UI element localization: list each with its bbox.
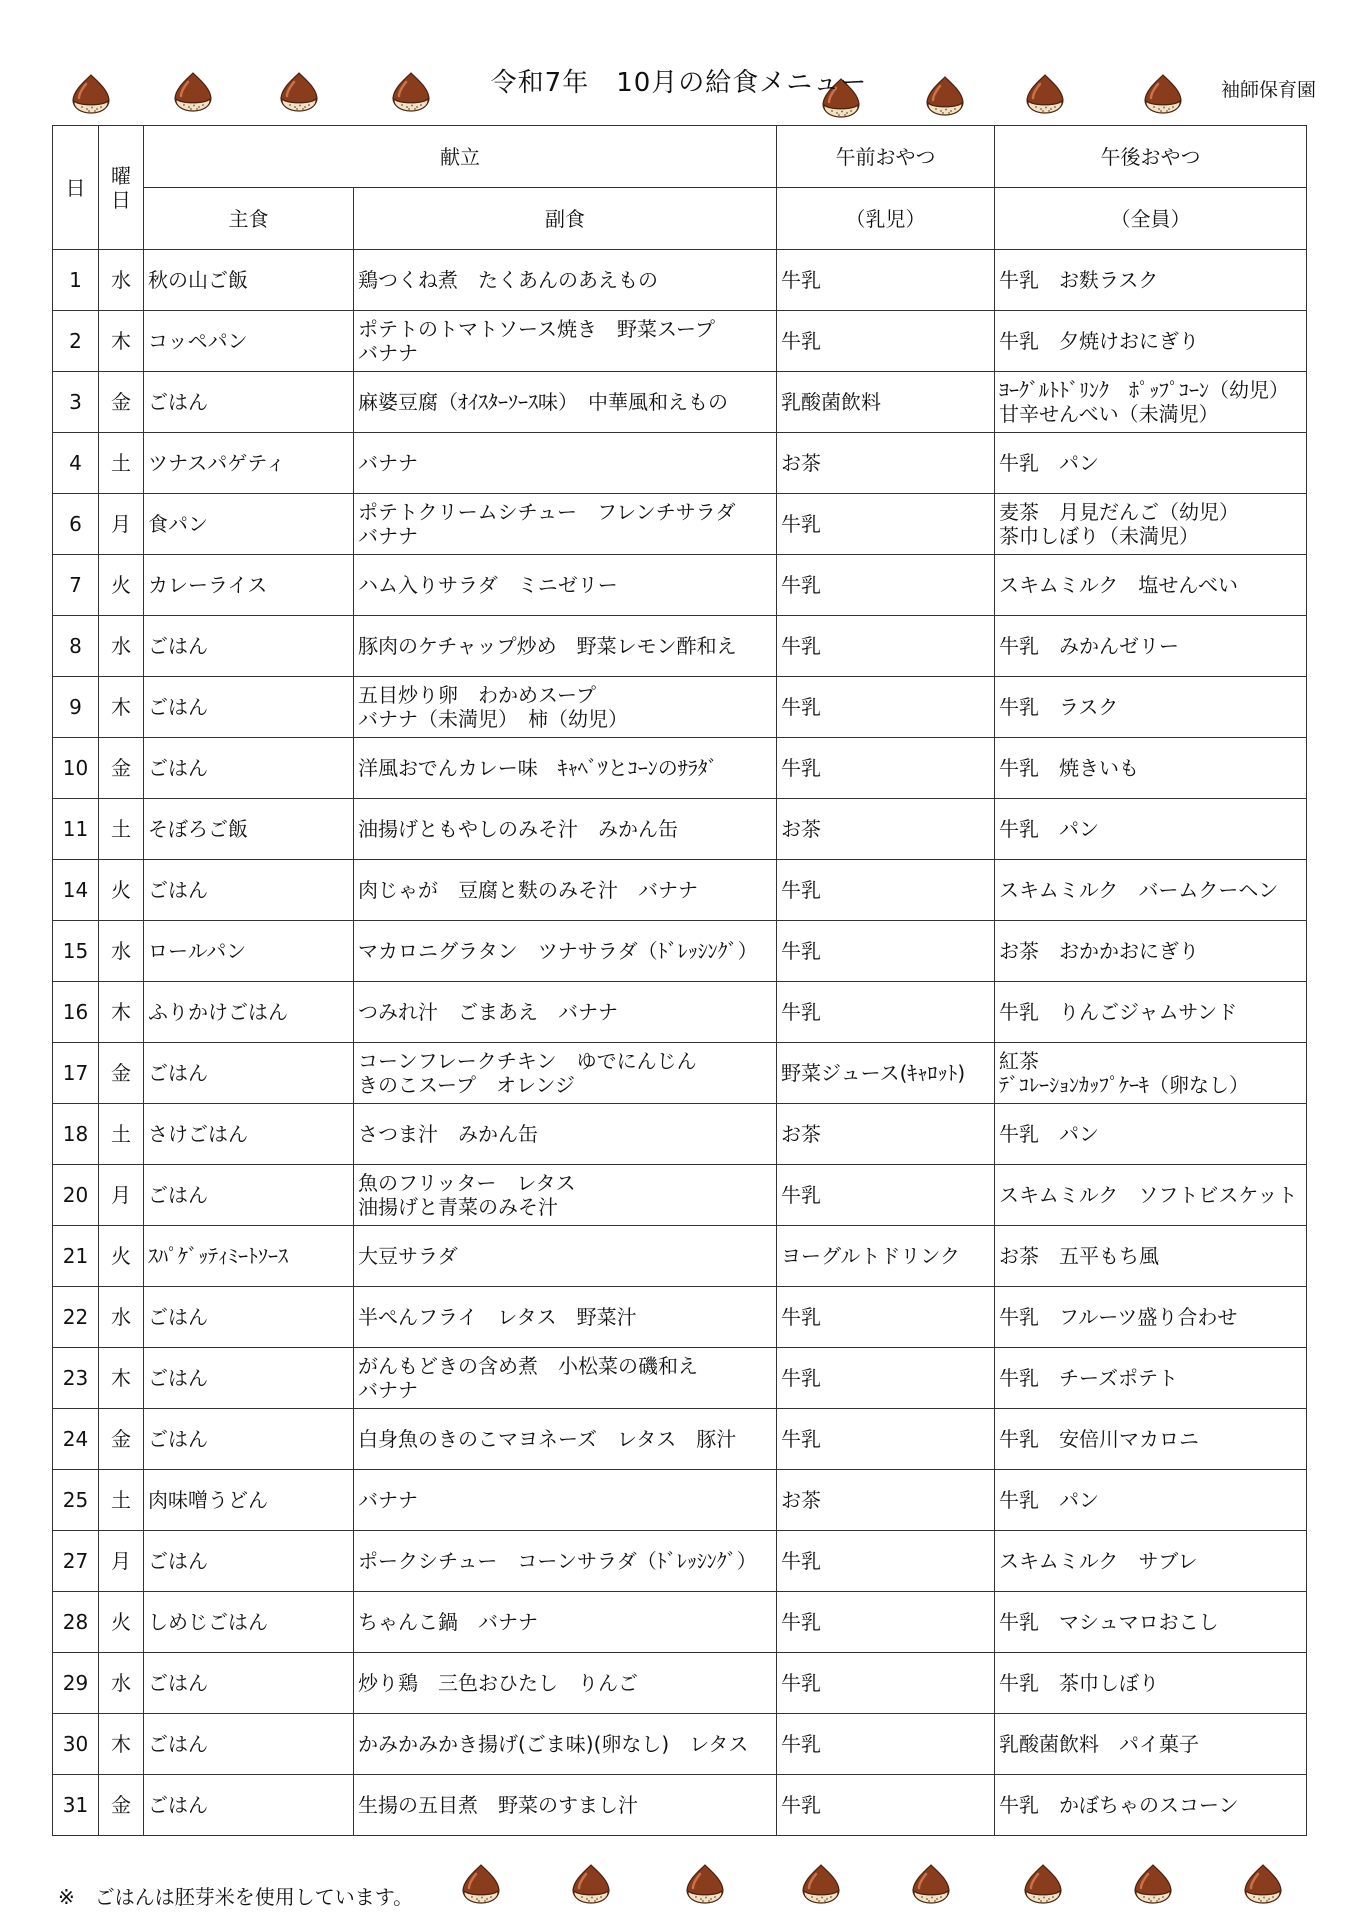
day-cell: 3 [53, 372, 99, 433]
pm-snack-cell: スキムミルク ソフトビスケット [995, 1165, 1307, 1226]
weekday-cell: 水 [99, 250, 144, 311]
staple-cell: ごはん [144, 1165, 354, 1226]
chestnut-icon [908, 1862, 954, 1906]
side-dish-cell: 鶏つくね煮 たくあんのあえもの [354, 250, 777, 311]
staple-cell: ｽﾊﾟｹﾞｯﾃｨﾐｰﾄｿｰｽ [144, 1226, 354, 1287]
weekday-cell: 木 [99, 1714, 144, 1775]
table-row [53, 494, 1307, 555]
pm-snack-cell: 牛乳 茶巾しぼり [995, 1653, 1307, 1714]
day-cell: 20 [53, 1165, 99, 1226]
pm-snack-cell: 牛乳 安倍川マカロニ [995, 1409, 1307, 1470]
day-cell: 14 [53, 860, 99, 921]
header-am-snack: 午前おやつ [777, 126, 995, 188]
am-snack-cell: 牛乳 [777, 1165, 995, 1226]
staple-cell: ごはん [144, 1653, 354, 1714]
pm-snack-cell: ﾖｰｸﾞﾙﾄﾄﾞﾘﾝｸ ﾎﾟｯﾌﾟｺｰﾝ（幼児） 甘辛せんべい（未満児） [995, 372, 1307, 433]
weekday-cell: 木 [99, 982, 144, 1043]
am-snack-cell: 牛乳 [777, 1653, 995, 1714]
table-row [53, 1653, 1307, 1714]
pm-snack-cell: 牛乳 パン [995, 1104, 1307, 1165]
chestnut-icon [458, 1862, 504, 1906]
table-row [53, 616, 1307, 677]
staple-cell: ごはん [144, 372, 354, 433]
side-dish-cell: マカロニグラタン ツナサラダ（ﾄﾞﾚｯｼﾝｸﾞ） [354, 921, 777, 982]
chestnut-icon [568, 1862, 614, 1906]
weekday-cell: 金 [99, 1775, 144, 1836]
table-row [53, 1775, 1307, 1836]
weekday-cell: 火 [99, 1226, 144, 1287]
side-dish-cell: 生揚の五目煮 野菜のすまし汁 [354, 1775, 777, 1836]
staple-cell: ごはん [144, 1287, 354, 1348]
pm-snack-cell: 牛乳 ラスク [995, 677, 1307, 738]
pm-snack-cell: 牛乳 パン [995, 799, 1307, 860]
day-cell: 21 [53, 1226, 99, 1287]
am-snack-cell: 牛乳 [777, 738, 995, 799]
staple-cell: ツナスパゲティ [144, 433, 354, 494]
day-cell: 29 [53, 1653, 99, 1714]
pm-snack-cell: 牛乳 お麩ラスク [995, 250, 1307, 311]
staple-cell: ごはん [144, 1531, 354, 1592]
am-snack-cell: 牛乳 [777, 1348, 995, 1409]
header-day: 日 [53, 126, 99, 250]
am-snack-cell: お茶 [777, 1470, 995, 1531]
am-snack-cell: お茶 [777, 433, 995, 494]
staple-cell: しめじごはん [144, 1592, 354, 1653]
day-cell: 30 [53, 1714, 99, 1775]
table-row [53, 1714, 1307, 1775]
table-row [53, 1470, 1307, 1531]
am-snack-cell: 牛乳 [777, 677, 995, 738]
day-cell: 27 [53, 1531, 99, 1592]
staple-cell: ごはん [144, 860, 354, 921]
table-row [53, 372, 1307, 433]
chestnut-icon [1130, 1862, 1176, 1906]
am-snack-cell: ヨーグルトドリンク [777, 1226, 995, 1287]
day-cell: 15 [53, 921, 99, 982]
weekday-cell: 金 [99, 1409, 144, 1470]
side-dish-cell: 肉じゃが 豆腐と麩のみそ汁 バナナ [354, 860, 777, 921]
pm-snack-cell: 牛乳 かぼちゃのスコーン [995, 1775, 1307, 1836]
side-dish-cell: ポークシチュー コーンサラダ（ﾄﾞﾚｯｼﾝｸﾞ） [354, 1531, 777, 1592]
day-cell: 24 [53, 1409, 99, 1470]
header-am-snack-sub: （乳児） [777, 188, 995, 250]
staple-cell: ごはん [144, 738, 354, 799]
pm-snack-cell: スキムミルク 塩せんべい [995, 555, 1307, 616]
page-title: 令和7年 10月の給食メニュー [490, 68, 868, 98]
pm-snack-cell: 紅茶 ﾃﾞｺﾚｰｼｮﾝｶｯﾌﾟｹｰｷ（卵なし） [995, 1043, 1307, 1104]
side-dish-cell: 五目炒り卵 わかめスープ バナナ（未満児） 柿（幼児） [354, 677, 777, 738]
staple-cell: ごはん [144, 1043, 354, 1104]
day-cell: 9 [53, 677, 99, 738]
side-dish-cell: ハム入りサラダ ミニゼリー [354, 555, 777, 616]
header-menu: 献立 [144, 126, 777, 188]
pm-snack-cell: スキムミルク サブレ [995, 1531, 1307, 1592]
weekday-cell: 火 [99, 555, 144, 616]
menu-table [52, 125, 1307, 1836]
table-row [53, 1104, 1307, 1165]
weekday-cell: 水 [99, 1653, 144, 1714]
pm-snack-cell: お茶 五平もち風 [995, 1226, 1307, 1287]
weekday-cell: 水 [99, 616, 144, 677]
weekday-cell: 月 [99, 1165, 144, 1226]
pm-snack-cell: 乳酸菌飲料 パイ菓子 [995, 1714, 1307, 1775]
footnote: ※ ごはんは胚芽米を使用しています。 [58, 1885, 414, 1909]
side-dish-cell: ちゃんこ鍋 バナナ [354, 1592, 777, 1653]
side-dish-cell: 洋風おでんカレー味 ｷｬﾍﾞﾂとｺｰﾝのｻﾗﾀﾞ [354, 738, 777, 799]
am-snack-cell: 牛乳 [777, 982, 995, 1043]
day-cell: 7 [53, 555, 99, 616]
table-row [53, 1165, 1307, 1226]
chestnut-icon [1020, 1862, 1066, 1906]
am-snack-cell: 牛乳 [777, 311, 995, 372]
table-row [53, 921, 1307, 982]
table-row [53, 677, 1307, 738]
pm-snack-cell: お茶 おかかおにぎり [995, 921, 1307, 982]
day-cell: 16 [53, 982, 99, 1043]
side-dish-cell: 半ぺんフライ レタス 野菜汁 [354, 1287, 777, 1348]
header-pm-snack-sub: （全員） [995, 188, 1307, 250]
am-snack-cell: 野菜ジュース(ｷｬﾛｯﾄ) [777, 1043, 995, 1104]
pm-snack-cell: 牛乳 パン [995, 433, 1307, 494]
menu-body [53, 250, 1307, 1836]
pm-snack-cell: 麦茶 月見だんご（幼児） 茶巾しぼり（未満児） [995, 494, 1307, 555]
side-dish-cell: 油揚げともやしのみそ汁 みかん缶 [354, 799, 777, 860]
am-snack-cell: 牛乳 [777, 860, 995, 921]
staple-cell: ごはん [144, 1409, 354, 1470]
side-dish-cell: がんもどきの含め煮 小松菜の磯和え バナナ [354, 1348, 777, 1409]
weekday-cell: 水 [99, 1287, 144, 1348]
weekday-cell: 金 [99, 1043, 144, 1104]
side-dish-cell: バナナ [354, 1470, 777, 1531]
staple-cell: ごはん [144, 1775, 354, 1836]
table-row [53, 1531, 1307, 1592]
staple-cell: そぼろご飯 [144, 799, 354, 860]
staple-cell: 食パン [144, 494, 354, 555]
day-cell: 4 [53, 433, 99, 494]
weekday-cell: 土 [99, 433, 144, 494]
staple-cell: ごはん [144, 1714, 354, 1775]
weekday-cell: 火 [99, 1592, 144, 1653]
day-cell: 23 [53, 1348, 99, 1409]
side-dish-cell: コーンフレークチキン ゆでにんじん きのこスープ オレンジ [354, 1043, 777, 1104]
weekday-cell: 土 [99, 799, 144, 860]
pm-snack-cell: 牛乳 フルーツ盛り合わせ [995, 1287, 1307, 1348]
side-dish-cell: 白身魚のきのこマヨネーズ レタス 豚汁 [354, 1409, 777, 1470]
table-row [53, 1409, 1307, 1470]
am-snack-cell: 牛乳 [777, 250, 995, 311]
side-dish-cell: かみかみかき揚げ(ごま味)(卵なし) レタス [354, 1714, 777, 1775]
day-cell: 18 [53, 1104, 99, 1165]
chestnut-icon [798, 1862, 844, 1906]
header-pm-snack: 午後おやつ [995, 126, 1307, 188]
table-row [53, 433, 1307, 494]
table-row [53, 250, 1307, 311]
table-row [53, 738, 1307, 799]
day-cell: 17 [53, 1043, 99, 1104]
weekday-cell: 月 [99, 1531, 144, 1592]
staple-cell: ごはん [144, 1348, 354, 1409]
pm-snack-cell: スキムミルク バームクーヘン [995, 860, 1307, 921]
day-cell: 11 [53, 799, 99, 860]
table-row [53, 311, 1307, 372]
pm-snack-cell: 牛乳 マシュマロおこし [995, 1592, 1307, 1653]
side-dish-cell: 麻婆豆腐（ｵｲｽﾀｰｿｰｽ味） 中華風和えもの [354, 372, 777, 433]
am-snack-cell: 牛乳 [777, 921, 995, 982]
weekday-cell: 木 [99, 677, 144, 738]
am-snack-cell: 牛乳 [777, 1714, 995, 1775]
am-snack-cell: 牛乳 [777, 1592, 995, 1653]
school-name: 袖師保育園 [1220, 79, 1316, 101]
weekday-cell: 月 [99, 494, 144, 555]
am-snack-cell: 牛乳 [777, 616, 995, 677]
table-row [53, 1287, 1307, 1348]
weekday-cell: 木 [99, 1348, 144, 1409]
table-row [53, 1592, 1307, 1653]
am-snack-cell: 牛乳 [777, 1775, 995, 1836]
table-row [53, 799, 1307, 860]
am-snack-cell: 牛乳 [777, 1531, 995, 1592]
header-staple: 主食 [144, 188, 354, 250]
side-dish-cell: 豚肉のケチャップ炒め 野菜レモン酢和え [354, 616, 777, 677]
pm-snack-cell: 牛乳 りんごジャムサンド [995, 982, 1307, 1043]
day-cell: 2 [53, 311, 99, 372]
day-cell: 10 [53, 738, 99, 799]
side-dish-cell: さつま汁 みかん缶 [354, 1104, 777, 1165]
side-dish-cell: ポテトのトマトソース焼き 野菜スープ バナナ [354, 311, 777, 372]
staple-cell: ロールパン [144, 921, 354, 982]
am-snack-cell: 牛乳 [777, 555, 995, 616]
am-snack-cell: お茶 [777, 799, 995, 860]
day-cell: 31 [53, 1775, 99, 1836]
weekday-cell: 水 [99, 921, 144, 982]
day-cell: 6 [53, 494, 99, 555]
am-snack-cell: お茶 [777, 1104, 995, 1165]
staple-cell: カレーライス [144, 555, 354, 616]
weekday-cell: 土 [99, 1470, 144, 1531]
pm-snack-cell: 牛乳 パン [995, 1470, 1307, 1531]
pm-snack-cell: 牛乳 みかんゼリー [995, 616, 1307, 677]
table-row [53, 1043, 1307, 1104]
staple-cell: 秋の山ご飯 [144, 250, 354, 311]
am-snack-cell: 牛乳 [777, 494, 995, 555]
table-row [53, 1348, 1307, 1409]
table-row [53, 555, 1307, 616]
pm-snack-cell: 牛乳 焼きいも [995, 738, 1307, 799]
weekday-cell: 金 [99, 372, 144, 433]
side-dish-cell: 大豆サラダ [354, 1226, 777, 1287]
staple-cell: ごはん [144, 616, 354, 677]
day-cell: 8 [53, 616, 99, 677]
side-dish-cell: ポテトクリームシチュー フレンチサラダ バナナ [354, 494, 777, 555]
day-cell: 22 [53, 1287, 99, 1348]
staple-cell: 肉味噌うどん [144, 1470, 354, 1531]
weekday-cell: 木 [99, 311, 144, 372]
side-dish-cell: つみれ汁 ごまあえ バナナ [354, 982, 777, 1043]
staple-cell: ごはん [144, 677, 354, 738]
side-dish-cell: バナナ [354, 433, 777, 494]
am-snack-cell: 乳酸菌飲料 [777, 372, 995, 433]
day-cell: 25 [53, 1470, 99, 1531]
pm-snack-cell: 牛乳 夕焼けおにぎり [995, 311, 1307, 372]
staple-cell: さけごはん [144, 1104, 354, 1165]
header-side: 副食 [354, 188, 777, 250]
table-row [53, 1226, 1307, 1287]
day-cell: 28 [53, 1592, 99, 1653]
side-dish-cell: 炒り鶏 三色おひたし りんご [354, 1653, 777, 1714]
table-row [53, 860, 1307, 921]
weekday-cell: 土 [99, 1104, 144, 1165]
staple-cell: ふりかけごはん [144, 982, 354, 1043]
chestnut-icon [682, 1862, 728, 1906]
pm-snack-cell: 牛乳 チーズポテト [995, 1348, 1307, 1409]
table-row [53, 982, 1307, 1043]
chestnut-icon [1240, 1862, 1286, 1906]
header-weekday: 曜日 [99, 126, 144, 250]
weekday-cell: 金 [99, 738, 144, 799]
am-snack-cell: 牛乳 [777, 1409, 995, 1470]
day-cell: 1 [53, 250, 99, 311]
side-dish-cell: 魚のフリッター レタス 油揚げと青菜のみそ汁 [354, 1165, 777, 1226]
am-snack-cell: 牛乳 [777, 1287, 995, 1348]
weekday-cell: 火 [99, 860, 144, 921]
staple-cell: コッペパン [144, 311, 354, 372]
